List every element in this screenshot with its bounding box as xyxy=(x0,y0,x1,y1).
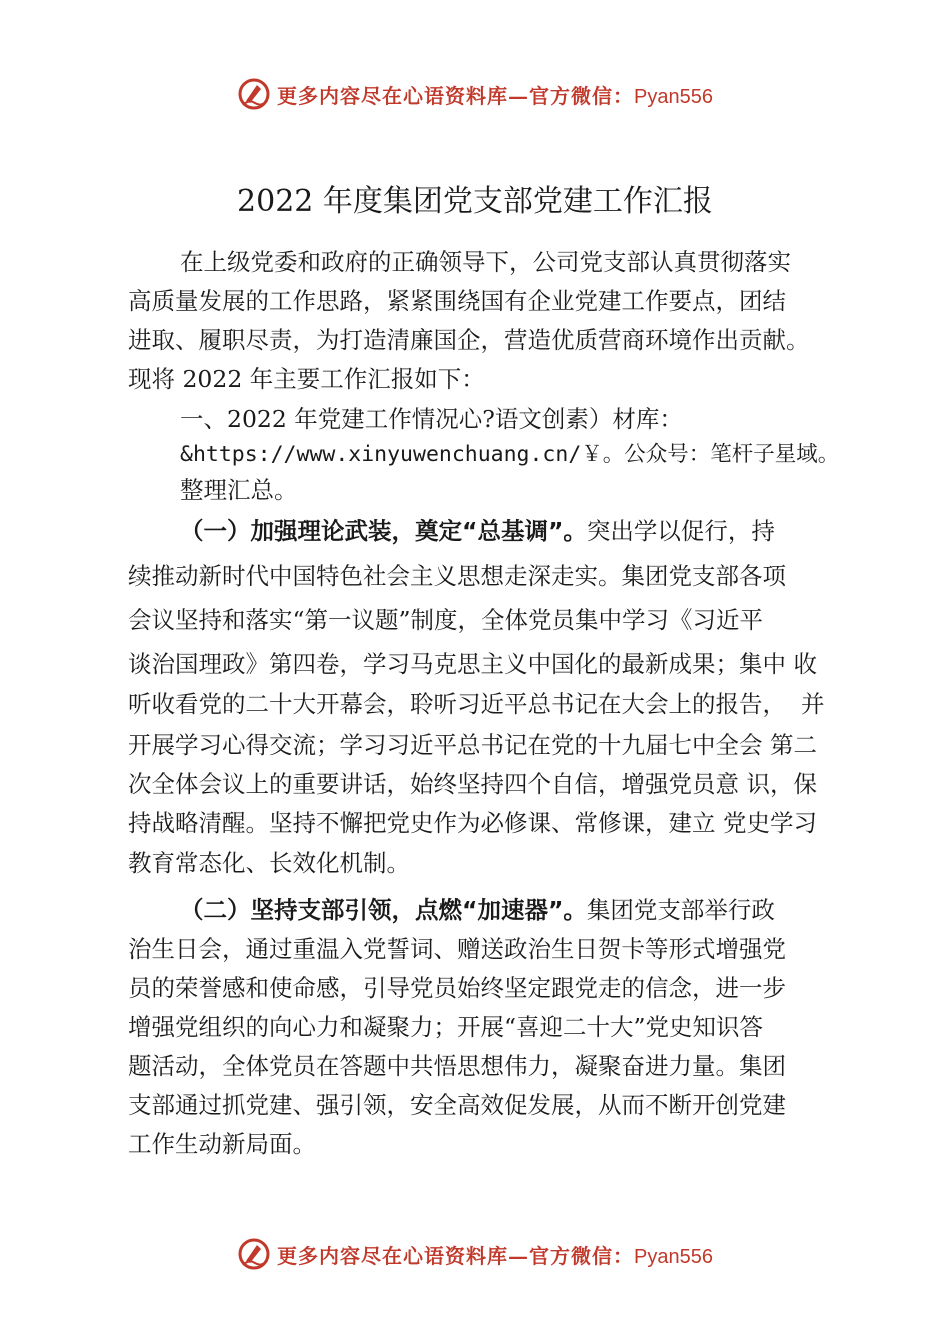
item2-first-line xyxy=(180,892,775,928)
header-watermark-banner xyxy=(0,74,950,114)
item2-line: 工作生动新局面。 xyxy=(128,1130,316,1158)
wechat-id: Pyan556 xyxy=(634,85,713,108)
section-heading: 整理汇总。 xyxy=(180,476,298,504)
item1-line: 次全体会议上的重要讲话，始终坚持四个自信，增强党员意 识，保 xyxy=(128,770,817,798)
item2-heading: （二）坚持支部引领，点燃“加速器”。 xyxy=(180,896,587,924)
section-heading: 一、2022 年党建工作情况心?语文创素）材库： xyxy=(180,405,683,433)
item1-line: 听收看党的二十大开幕会，聆听习近平总书记在大会上的报告， 并 xyxy=(128,690,825,718)
brand-logo-icon xyxy=(237,1237,271,1271)
item2-line: 题活动，全体党员在答题中共悟思想伟力，凝聚奋进力量。集团 xyxy=(128,1052,786,1080)
item2-line: 增强党组织的向心力和凝聚力；开展“喜迎二十大”党史知识答 xyxy=(128,1013,764,1041)
item2-text: 集团党支部举行政 xyxy=(586,896,775,924)
brand-logo-icon xyxy=(237,77,271,111)
intro-line: 在上级党委和政府的正确领导下，公司党支部认真贯彻落实 xyxy=(180,248,791,276)
item1-line: 会议坚持和落实“第一议题”制度，全体党员集中学习《习近平 xyxy=(128,606,764,634)
item1-first-line xyxy=(180,513,775,549)
intro-line: 进取、履职尽责，为打造清廉国企，营造优质营商环境作出贡献。 xyxy=(128,326,810,354)
item1-line: 谈治国理政》第四卷，学习马克思主义中国化的最新成果；集中 收 xyxy=(128,650,817,678)
banner-text: 更多内容尽在心语资料库—官方微信：Pyan556 xyxy=(277,1243,713,1268)
section-heading-url-line: &https://www.xinyuwenchuang.cn/￥。公众号：笔杆子星域。 xyxy=(180,442,840,467)
item2-line: 支部通过抓党建、强引领，安全高效促发展，从而不断开创党建 xyxy=(128,1091,786,1119)
banner-text: 更多内容尽在心语资料库—官方微信：Pyan556 xyxy=(277,83,713,108)
footer-watermark-banner xyxy=(0,1234,950,1274)
item1-line: 续推动新时代中国特色社会主义思想走深走实。集团党支部各项 xyxy=(128,562,786,590)
item2-line: 员的荣誉感和使命感，引导党员始终坚定跟党走的信念，进一步 xyxy=(128,974,786,1002)
item1-line: 开展学习心得交流；学习习近平总书记在党的十九届七中全会 第二 xyxy=(128,731,817,759)
wechat-id: Pyan556 xyxy=(634,1245,713,1268)
item1-heading: （一）加强理论武装，奠定“总基调”。 xyxy=(180,517,587,545)
item1-line: 教育常态化、长效化机制。 xyxy=(128,849,410,877)
intro-line: 高质量发展的工作思路，紧紧围绕国有企业党建工作要点，团结 xyxy=(128,287,786,315)
intro-line: 现将 2022 年主要工作汇报如下： xyxy=(128,365,485,393)
document-title: 2022 年度集团党支部党建工作汇报 xyxy=(237,184,713,219)
item2-line: 治生日会，通过重温入党誓词、赠送政治生日贺卡等形式增强党 xyxy=(128,935,786,963)
item1-line: 持战略清醒。坚持不懈把党史作为必修课、常修课，建立 党史学习 xyxy=(128,809,817,837)
item1-text: 突出学以促行，持 xyxy=(586,517,775,545)
